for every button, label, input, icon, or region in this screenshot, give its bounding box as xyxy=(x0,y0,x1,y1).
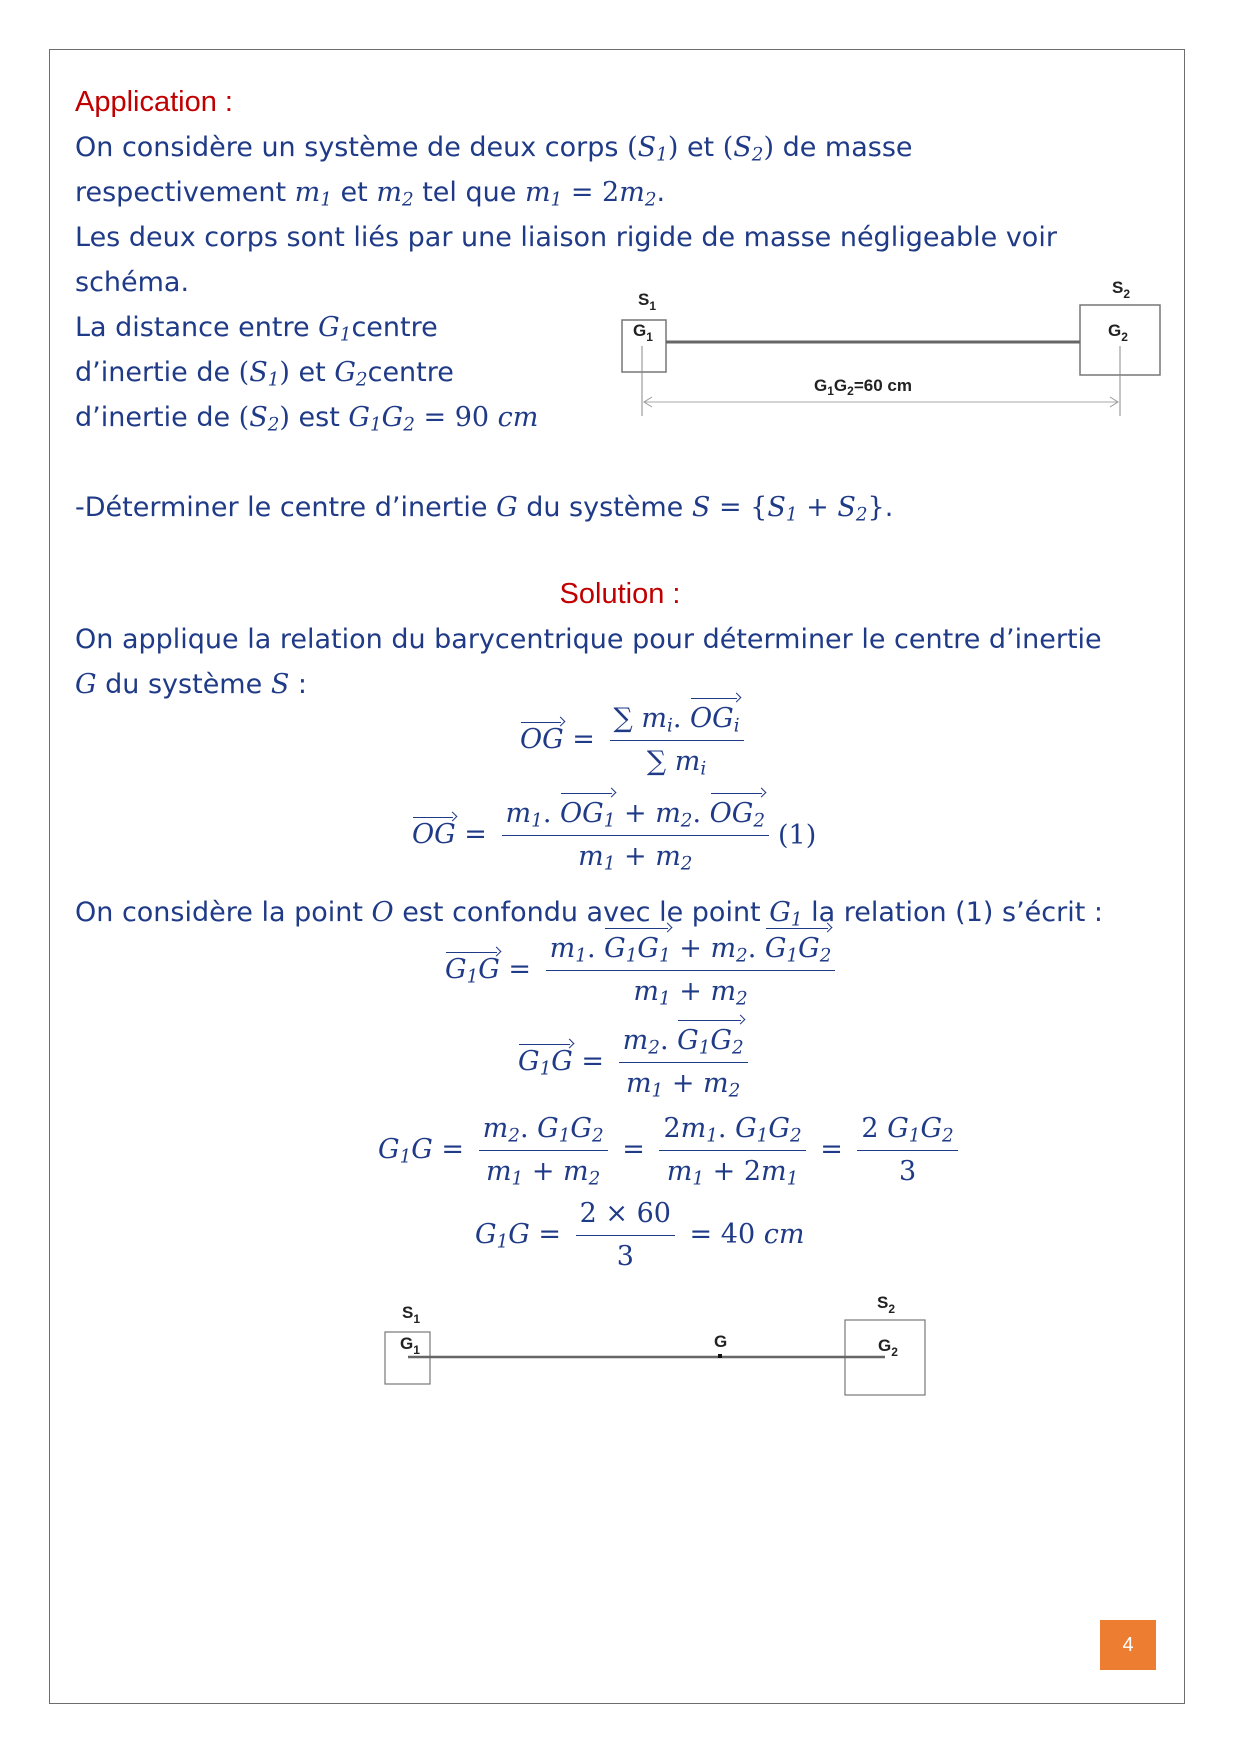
result-label-s1: $S_1$ xyxy=(402,1303,421,1326)
distance-label: $G_1G_2=60$ cm xyxy=(814,376,912,398)
label-s2: $S_2$ xyxy=(1112,280,1131,301)
label-g2: $G_2$ xyxy=(1108,321,1128,344)
result-label-g: G xyxy=(714,1332,728,1351)
solution-line-1: On applique la relation du barycentrique pour déterminer le centre d’inertie xyxy=(75,624,1102,655)
question-line: -Déterminer le centre d’inertie G du système $S = \{S_1 + S_2\}$. xyxy=(75,492,894,526)
barycenter-general-formula: OG = $\frac{\sum m_i. OG_i}{\sum m_i}$ xyxy=(520,700,750,781)
application-line-2: respectivement $m_1$ et $m_2$ tel que $m_1 = 2m_2$. xyxy=(75,177,666,211)
application-heading: Application : xyxy=(75,86,233,118)
application-line-5: La distance entre $G_1centre$ xyxy=(75,312,438,346)
solution-line-3: On considère la point O est confondu avec le point $G_1$ la relation (1) s’écrit : xyxy=(75,897,1103,931)
result-label-g2: $G_2$ xyxy=(878,1336,898,1359)
page-number-badge: 4 xyxy=(1100,1620,1156,1670)
result-label-s2: $S_2$ xyxy=(877,1295,896,1316)
application-line-7: d’inertie de $(S_2)$ est $G_1G_2 = 90$ cm xyxy=(75,402,539,436)
solution-line-2: G du système S : xyxy=(75,669,307,700)
equation-number: (1) xyxy=(778,820,817,851)
system-diagram xyxy=(615,280,1175,420)
barycenter-two-body-formula: OG = $\frac{m_1. OG_1 + m_2. OG_2}{m_1 + m_2}$ xyxy=(412,795,775,876)
application-line-3: Les deux corps sont liés par une liaison rigide de masse négligeable voir xyxy=(75,222,1057,253)
application-line-1: On considère un système de deux corps $(S_1)$ et $(S_2)$ de masse xyxy=(75,132,913,166)
result-diagram xyxy=(380,1295,940,1405)
solution-heading: Solution : xyxy=(559,578,681,610)
application-line-4: schéma. xyxy=(75,267,190,298)
equation-numeric-result: $G_1G$ = $\frac{2 \times 60}{3}$ = 40 cm xyxy=(475,1195,804,1276)
center-of-mass-point xyxy=(718,1354,722,1358)
label-s1: $S_1$ xyxy=(638,290,657,313)
equation-g1g-expanded: $G_1G$ = $\frac{m_1. G_1G_1 + m_2. G_1G_2}{m_1 + m_2}$ xyxy=(445,930,841,1011)
application-line-6: d’inertie de $(S_1)$ et $G_2centre$ xyxy=(75,357,454,391)
result-label-g1: $G_1$ xyxy=(400,1334,420,1357)
equation-g1g-simplified: $G_1G$ = $\frac{m_2. G_1G_2}{m_1 + m_2}$ xyxy=(518,1022,754,1103)
label-g1: $G_1$ xyxy=(633,321,653,344)
equation-g1g-scalar: $G_1G$ = $\frac{m_2. G_1G_2}{m_1 + m_2}$ = $\frac{2m_1. G_1G_2}{m_1 + 2m_1}$ = $\frac{2 G_1G_2}{3}$ xyxy=(378,1110,964,1191)
